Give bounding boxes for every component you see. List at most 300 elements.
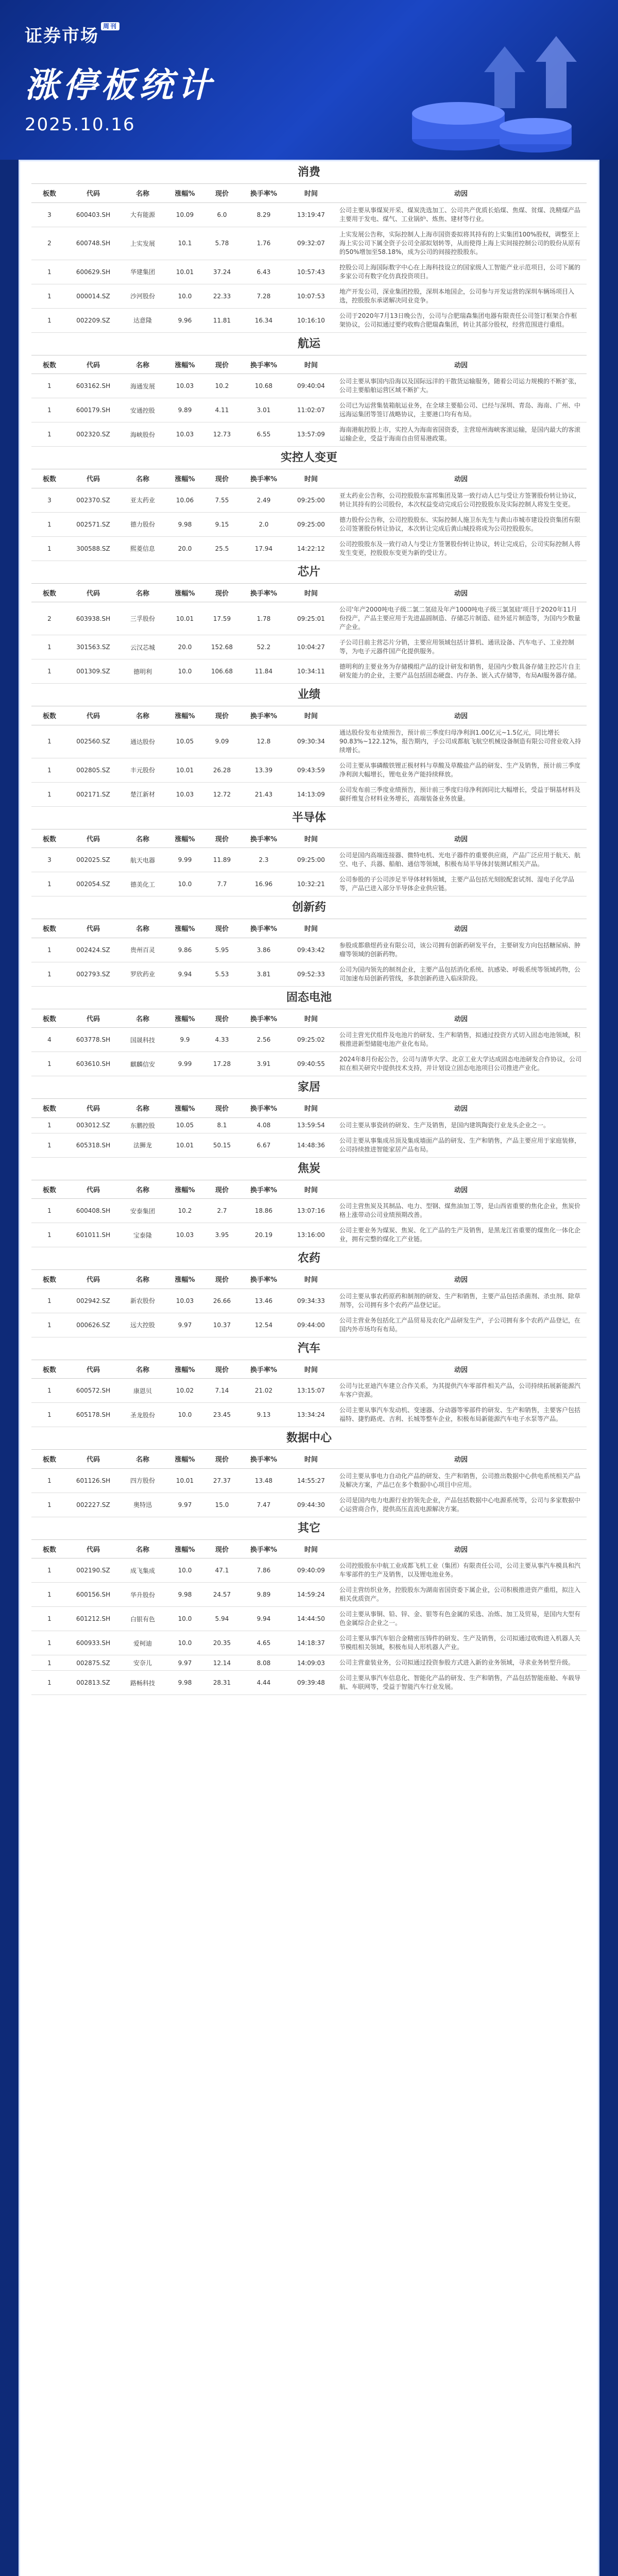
cell-stock-name: 熙菱信息 (119, 536, 166, 561)
cell-reason: 公司控股股东中航工业成都飞机工业（集团）有限责任公司，公司主要从事汽车模具和汽车零部件的生产及销售，以及锂电池业务。 (335, 1558, 587, 1583)
cell-stock-name: 海峡股份 (119, 422, 166, 447)
cell-stock-name: 贵州百灵 (119, 938, 166, 962)
col-header-stock-code: 代码 (67, 1360, 119, 1379)
cell-reason: 公司与比亚迪汽车建立合作关系，为其提供汽车零部件相关产品，公司持续拓展新能源汽车客户资源。 (335, 1379, 587, 1403)
cell-time: 13:34:24 (287, 1403, 335, 1427)
section-0 (31, 161, 587, 333)
cell-reason: 参股成都鼎煜药业有限公司，该公司拥有创新药研发平台，主要研发方向包括糖尿病、肿瘤等领域的创新药物。 (335, 938, 587, 962)
table-row (31, 1607, 587, 1631)
cell-stock-name: 沙河股份 (119, 284, 166, 308)
col-header-stock-code: 代码 (67, 706, 119, 725)
cell-reason: 公司主营光伏组件及电池片的研发、生产和销售，拟通过投资方式切入固态电池领域，积极推进新型储能电池产业化布局。 (335, 1028, 587, 1052)
col-header-price: 现价 (203, 184, 241, 202)
cell-board-count: 1 (31, 872, 67, 896)
section-3 (31, 561, 587, 684)
cell-change-pct: 10.01 (166, 1468, 203, 1493)
col-header-board-count: 板数 (31, 829, 67, 848)
cell-turnover-pct: 3.81 (241, 962, 287, 986)
cell-turnover-pct: 16.96 (241, 872, 287, 896)
cell-change-pct: 10.01 (166, 602, 203, 635)
cell-time: 09:25:00 (287, 848, 335, 872)
cell-change-pct: 10.01 (166, 1133, 203, 1157)
cell-change-pct: 10.01 (166, 758, 203, 782)
cell-time: 14:59:24 (287, 1583, 335, 1607)
col-header-board-count: 板数 (31, 469, 67, 488)
cell-board-count: 1 (31, 1313, 67, 1337)
table-row (31, 1313, 587, 1337)
table-row (31, 227, 587, 260)
cell-time: 09:25:02 (287, 1028, 335, 1052)
col-header-price: 现价 (203, 1009, 241, 1028)
cell-turnover-pct: 3.01 (241, 398, 287, 422)
cell-change-pct: 10.02 (166, 1379, 203, 1403)
cell-reason: 德明利的主要业务为存储模组产品的设计研发和销售，是国内少数具备存储主控芯片自主研发能力的企业，主要产品包括固态硬盘、内存条、嵌入式存储等，布局AI服务器存储。 (335, 659, 587, 684)
cell-stock-name: 上实发展 (119, 227, 166, 260)
col-header-price: 现价 (203, 919, 241, 938)
cell-turnover-pct: 9.94 (241, 1607, 287, 1631)
stock-table (31, 1099, 587, 1158)
col-header-reason: 动因 (335, 355, 587, 374)
cell-reason: 公司主营纺织业务，控股股东为湖南省国资委下属企业，公司积极推进资产重组，拟注入相关优质资产。 (335, 1583, 587, 1607)
cell-price: 47.1 (203, 1558, 241, 1583)
cell-price: 5.94 (203, 1607, 241, 1631)
col-header-turnover-pct: 换手率% (241, 469, 287, 488)
col-header-turnover-pct: 换手率% (241, 1180, 287, 1199)
col-header-price: 现价 (203, 1270, 241, 1289)
cell-change-pct: 9.97 (166, 1493, 203, 1517)
section-2 (31, 447, 587, 561)
cell-stock-name: 楚江新材 (119, 782, 166, 806)
section-5 (31, 807, 587, 897)
cell-price: 20.35 (203, 1631, 241, 1655)
cell-price: 11.89 (203, 848, 241, 872)
cell-stock-name: 丰元股份 (119, 758, 166, 782)
cell-stock-name: 亚太药业 (119, 488, 166, 512)
cell-stock-code: 603778.SH (67, 1028, 119, 1052)
cell-stock-name: 三孚股份 (119, 602, 166, 635)
cell-turnover-pct: 9.89 (241, 1583, 287, 1607)
cell-price: 8.1 (203, 1117, 241, 1133)
cell-price: 152.68 (203, 635, 241, 659)
cell-stock-code: 002370.SZ (67, 488, 119, 512)
col-header-change-pct: 涨幅% (166, 184, 203, 202)
col-header-turnover-pct: 换手率% (241, 1360, 287, 1379)
table-row (31, 1223, 587, 1247)
cell-reason: 公司为国内领先的制剂企业，主要产品包括消化系统、抗感染、呼吸系统等领域药物，公司加速布局创新药管线，多款创新药进入临床阶段。 (335, 962, 587, 986)
col-header-stock-code: 代码 (67, 355, 119, 374)
cell-price: 26.66 (203, 1289, 241, 1313)
cell-change-pct: 10.03 (166, 422, 203, 447)
cell-board-count: 1 (31, 1671, 67, 1695)
col-header-time: 时间 (287, 829, 335, 848)
cell-stock-code: 001309.SZ (67, 659, 119, 684)
cell-turnover-pct: 8.29 (241, 202, 287, 227)
col-header-stock-code: 代码 (67, 1270, 119, 1289)
cell-board-count: 1 (31, 422, 67, 447)
cell-turnover-pct: 2.56 (241, 1028, 287, 1052)
cell-turnover-pct: 1.78 (241, 602, 287, 635)
col-header-time: 时间 (287, 1009, 335, 1028)
cell-time: 13:16:00 (287, 1223, 335, 1247)
cell-stock-name: 远大控股 (119, 1313, 166, 1337)
col-header-turnover-pct: 换手率% (241, 1540, 287, 1558)
cell-board-count: 4 (31, 1028, 67, 1052)
col-header-board-count: 板数 (31, 1270, 67, 1289)
cell-reason: 公司主要从事煤炭开采、煤炭洗选加工、公司共产优质长焰煤、焦煤、贫煤、洗精煤产品主要用于发电、煤气、工业锅炉、炼焦、建材等行业。 (335, 202, 587, 227)
sections-container (20, 161, 598, 1695)
col-header-reason: 动因 (335, 1099, 587, 1117)
cell-time: 10:34:11 (287, 659, 335, 684)
col-header-change-pct: 涨幅% (166, 584, 203, 602)
table-row (31, 1028, 587, 1052)
cell-time: 09:40:09 (287, 1558, 335, 1583)
table-row (31, 635, 587, 659)
cell-stock-name: 安泰集团 (119, 1199, 166, 1223)
col-header-reason: 动因 (335, 706, 587, 725)
cell-price: 4.11 (203, 398, 241, 422)
cell-reason: 公司主要从事农药原药和制剂的研发、生产和销售，主要产品包括杀菌剂、杀虫剂、除草剂等，公司拥有多个农药产品登记证。 (335, 1289, 587, 1313)
cell-change-pct: 9.86 (166, 938, 203, 962)
cell-change-pct: 10.03 (166, 374, 203, 398)
cell-change-pct: 10.0 (166, 1403, 203, 1427)
col-header-reason: 动因 (335, 1540, 587, 1558)
cell-stock-code: 600179.SH (67, 398, 119, 422)
table-row (31, 938, 587, 962)
col-header-time: 时间 (287, 706, 335, 725)
col-header-board-count: 板数 (31, 706, 67, 725)
section-title: 实控人变更 (31, 447, 587, 469)
section-8 (31, 1076, 587, 1158)
col-header-reason: 动因 (335, 184, 587, 202)
col-header-price: 现价 (203, 355, 241, 374)
cell-stock-code: 601011.SH (67, 1223, 119, 1247)
col-header-board-count: 板数 (31, 919, 67, 938)
cell-price: 12.73 (203, 422, 241, 447)
cell-change-pct: 20.0 (166, 536, 203, 561)
cell-reason: 公司已为运营集装箱航运业务，在全球主要船公司、已经与深圳、青岛、海南、广州、中远海运集团等签订战略协议，主要港口均有布局。 (335, 398, 587, 422)
col-header-stock-name: 名称 (119, 1540, 166, 1558)
cell-board-count: 1 (31, 374, 67, 398)
cell-turnover-pct: 18.86 (241, 1199, 287, 1223)
cell-board-count: 3 (31, 202, 67, 227)
section-7 (31, 987, 587, 1077)
cell-price: 25.5 (203, 536, 241, 561)
col-header-stock-name: 名称 (119, 706, 166, 725)
cell-board-count: 1 (31, 1289, 67, 1313)
cell-price: 28.31 (203, 1671, 241, 1695)
cell-turnover-pct: 52.2 (241, 635, 287, 659)
col-header-time: 时间 (287, 469, 335, 488)
cell-change-pct: 10.01 (166, 260, 203, 284)
cell-price: 5.78 (203, 227, 241, 260)
col-header-stock-name: 名称 (119, 829, 166, 848)
cell-reason: 公司是国内电力电源行业的领先企业，产品包括数据中心电源系统等，公司与多家数据中心运营商合作，提供高压直流电源解决方案。 (335, 1493, 587, 1517)
col-header-stock-name: 名称 (119, 1009, 166, 1028)
col-header-change-pct: 涨幅% (166, 355, 203, 374)
col-header-change-pct: 涨幅% (166, 1540, 203, 1558)
col-header-change-pct: 涨幅% (166, 1270, 203, 1289)
col-header-time: 时间 (287, 1360, 335, 1379)
col-header-turnover-pct: 换手率% (241, 1450, 287, 1468)
cell-price: 22.33 (203, 284, 241, 308)
cell-reason: 2024年8月份起公告，公司与清华大学、北京工业大学达成固态电池研发合作协议，公司拟在相关研究中提供技术支持，并计划设立固态电池项目公司推进产业化。 (335, 1052, 587, 1076)
cell-stock-name: 麒麟信安 (119, 1052, 166, 1076)
cell-time: 14:48:36 (287, 1133, 335, 1157)
cell-stock-name: 德力股份 (119, 512, 166, 536)
cell-price: 5.95 (203, 938, 241, 962)
cell-price: 17.28 (203, 1052, 241, 1076)
cell-reason: 公司主营童装业务，公司拟通过投资参股方式进入新的业务领域，寻求业务转型升级。 (335, 1655, 587, 1671)
cell-stock-name: 白银有色 (119, 1607, 166, 1631)
cell-turnover-pct: 1.76 (241, 227, 287, 260)
cell-board-count: 1 (31, 1583, 67, 1607)
section-title: 汽车 (31, 1337, 587, 1360)
col-header-turnover-pct: 换手率% (241, 829, 287, 848)
cell-time: 09:25:00 (287, 512, 335, 536)
cell-change-pct: 10.0 (166, 1631, 203, 1655)
cell-time: 09:30:34 (287, 725, 335, 758)
cell-stock-code: 000626.SZ (67, 1313, 119, 1337)
table-row (31, 512, 587, 536)
col-header-reason: 动因 (335, 584, 587, 602)
cell-stock-code: 600408.SH (67, 1199, 119, 1223)
cell-price: 27.37 (203, 1468, 241, 1493)
col-header-time: 时间 (287, 1450, 335, 1468)
cell-time: 14:22:12 (287, 536, 335, 561)
col-header-stock-code: 代码 (67, 1009, 119, 1028)
cell-stock-code: 002054.SZ (67, 872, 119, 896)
stock-table (31, 1180, 587, 1248)
cell-time: 09:43:59 (287, 758, 335, 782)
col-header-reason: 动因 (335, 1450, 587, 1468)
cell-stock-code: 003012.SZ (67, 1117, 119, 1133)
stock-table (31, 1009, 587, 1077)
cell-price: 11.81 (203, 308, 241, 332)
cell-turnover-pct: 2.0 (241, 512, 287, 536)
col-header-time: 时间 (287, 1099, 335, 1117)
table-row (31, 1379, 587, 1403)
table-row (31, 1117, 587, 1133)
cell-board-count: 3 (31, 488, 67, 512)
col-header-board-count: 板数 (31, 584, 67, 602)
table-row (31, 1468, 587, 1493)
cell-reason: 通达股份发布业绩预告，预计前三季度归母净利润1.00亿元~1.5亿元，同比增长90.83%~122.12%，报告期内，子公司成都航飞航空机械设备制造有限公司营业收入持续增长。 (335, 725, 587, 758)
col-header-reason: 动因 (335, 1180, 587, 1199)
cell-stock-name: 华建集团 (119, 260, 166, 284)
cell-price: 3.95 (203, 1223, 241, 1247)
cell-turnover-pct: 3.91 (241, 1052, 287, 1076)
cell-reason: 德力股份公告称，公司控股股东、实际控制人施卫东先生与黄山市城市建设投资集团有限公司签署股份转让协议，本次转让完成后黄山城投将成为公司控股股东。 (335, 512, 587, 536)
cell-stock-name: 爱柯迪 (119, 1631, 166, 1655)
cell-time: 09:52:33 (287, 962, 335, 986)
stock-table (31, 706, 587, 807)
col-header-price: 现价 (203, 469, 241, 488)
col-header-stock-name: 名称 (119, 355, 166, 374)
section-9 (31, 1158, 587, 1248)
section-13 (31, 1517, 587, 1696)
cell-change-pct: 9.98 (166, 1583, 203, 1607)
cell-board-count: 1 (31, 536, 67, 561)
section-4 (31, 684, 587, 807)
col-header-board-count: 板数 (31, 184, 67, 202)
cell-change-pct: 20.0 (166, 635, 203, 659)
cell-stock-code: 600629.SH (67, 260, 119, 284)
cell-reason: 公司主要从事瓷砖的研发、生产及销售，是国内建筑陶瓷行业龙头企业之一。 (335, 1117, 587, 1133)
cell-change-pct: 9.98 (166, 1671, 203, 1695)
cell-board-count: 3 (31, 848, 67, 872)
cell-reason: 地产开发公司，深业集团控股，深圳本地国企，公司参与开发运营的深圳车辆场项目入选，控股股东承诺解决同业竞争。 (335, 284, 587, 308)
cell-change-pct: 10.05 (166, 725, 203, 758)
stock-table (31, 469, 587, 561)
cell-stock-code: 600403.SH (67, 202, 119, 227)
cell-turnover-pct: 7.28 (241, 284, 287, 308)
section-title: 固态电池 (31, 987, 587, 1009)
cell-reason: 公司主要从事铜、铅、锌、金、银等有色金属的采选、冶炼、加工及贸易，是国内大型有色金属综合企业之一。 (335, 1607, 587, 1631)
cell-turnover-pct: 4.44 (241, 1671, 287, 1695)
cell-board-count: 1 (31, 1199, 67, 1223)
cell-stock-code: 301563.SZ (67, 635, 119, 659)
cell-turnover-pct: 3.86 (241, 938, 287, 962)
cell-stock-name: 路畅科技 (119, 1671, 166, 1695)
cell-board-count: 1 (31, 1468, 67, 1493)
stock-table (31, 355, 587, 447)
cell-reason: 公司主要从事汽车铝合金精密压铸件的研发、生产及销售，公司拟通过收购进入机器人关节模组相关领域，积极布局人形机器人产业。 (335, 1631, 587, 1655)
cell-turnover-pct: 13.46 (241, 1289, 287, 1313)
table-row (31, 488, 587, 512)
cell-price: 7.55 (203, 488, 241, 512)
cell-stock-name: 圣龙股份 (119, 1403, 166, 1427)
cell-turnover-pct: 12.8 (241, 725, 287, 758)
col-header-stock-name: 名称 (119, 1450, 166, 1468)
cell-change-pct: 10.0 (166, 872, 203, 896)
table-row (31, 758, 587, 782)
limit-up-panel (19, 160, 599, 2576)
cell-turnover-pct: 4.08 (241, 1117, 287, 1133)
col-header-reason: 动因 (335, 469, 587, 488)
cell-stock-name: 云汉芯城 (119, 635, 166, 659)
cell-board-count: 1 (31, 308, 67, 332)
cell-change-pct: 9.99 (166, 848, 203, 872)
cell-change-pct: 9.99 (166, 1052, 203, 1076)
cell-price: 5.53 (203, 962, 241, 986)
cell-time: 09:34:33 (287, 1289, 335, 1313)
col-header-stock-name: 名称 (119, 1099, 166, 1117)
cell-reason: 公司主要从事汽车发动机、变速器、分动器等零部件的研发、生产和销售，主要客户包括福特、捷豹路虎、吉利、长城等整车企业，积极布局新能源汽车电子水泵等产品。 (335, 1403, 587, 1427)
cell-time: 09:32:07 (287, 227, 335, 260)
col-header-board-count: 板数 (31, 355, 67, 374)
cell-price: 24.57 (203, 1583, 241, 1607)
section-title: 焦炭 (31, 1158, 587, 1180)
cell-change-pct: 9.9 (166, 1028, 203, 1052)
col-header-stock-name: 名称 (119, 919, 166, 938)
table-row (31, 1583, 587, 1607)
cell-stock-name: 新农股份 (119, 1289, 166, 1313)
cell-stock-name: 康恩贝 (119, 1379, 166, 1403)
table-row (31, 260, 587, 284)
cell-reason: 子公司目前主营芯片分销，主要应用领域包括计算机、通讯设备、汽车电子、工业控制等，为电子元器件国产化提供服务。 (335, 635, 587, 659)
cell-time: 09:44:30 (287, 1493, 335, 1517)
section-title: 数据中心 (31, 1427, 587, 1450)
cell-stock-name: 东鹏控股 (119, 1117, 166, 1133)
stock-table (31, 584, 587, 684)
cell-reason: 上实发展公告称，实际控制人上海市国资委拟将其持有的上实集团100%股权，调整至上海上实公司下属全资子公司全部拟划转等，从而使得上海上实间接控制公司的股份从原有的50%增加至58.18%，成为公司的间接控股股东。 (335, 227, 587, 260)
cell-change-pct: 10.09 (166, 202, 203, 227)
cell-time: 13:07:16 (287, 1199, 335, 1223)
col-header-board-count: 板数 (31, 1099, 67, 1117)
cell-board-count: 1 (31, 284, 67, 308)
col-header-change-pct: 涨幅% (166, 1099, 203, 1117)
cell-price: 12.72 (203, 782, 241, 806)
col-header-board-count: 板数 (31, 1180, 67, 1199)
col-header-reason: 动因 (335, 919, 587, 938)
cell-change-pct: 9.98 (166, 512, 203, 536)
cell-time: 09:25:00 (287, 488, 335, 512)
cell-reason: 公司主要从事汽车信息化、智能化产品的研发、生产和销售，产品包括智能座舱、车载导航、车联网等，受益于智能汽车行业发展。 (335, 1671, 587, 1695)
col-header-change-pct: 涨幅% (166, 469, 203, 488)
cell-time: 10:04:27 (287, 635, 335, 659)
cell-time: 09:25:01 (287, 602, 335, 635)
table-row (31, 872, 587, 896)
cell-stock-name: 安奈儿 (119, 1655, 166, 1671)
cell-time: 10:07:53 (287, 284, 335, 308)
cell-stock-name: 航天电器 (119, 848, 166, 872)
col-header-time: 时间 (287, 184, 335, 202)
cell-price: 17.59 (203, 602, 241, 635)
section-6 (31, 896, 587, 987)
section-title: 创新药 (31, 896, 587, 919)
table-row (31, 848, 587, 872)
cell-time: 13:59:54 (287, 1117, 335, 1133)
col-header-stock-name: 名称 (119, 1180, 166, 1199)
cell-price: 7.7 (203, 872, 241, 896)
col-header-reason: 动因 (335, 1009, 587, 1028)
cell-turnover-pct: 13.39 (241, 758, 287, 782)
cell-board-count: 1 (31, 725, 67, 758)
cell-board-count: 1 (31, 1631, 67, 1655)
cell-board-count: 1 (31, 260, 67, 284)
cell-stock-code: 600572.SH (67, 1379, 119, 1403)
cell-board-count: 1 (31, 1607, 67, 1631)
col-header-stock-name: 名称 (119, 1270, 166, 1289)
col-header-stock-name: 名称 (119, 184, 166, 202)
cell-change-pct: 10.03 (166, 782, 203, 806)
cell-reason: 公司主要从事国内沿海以及国际远洋的干散货运输服务，随着公司运力规模的不断扩张，公司主要船舶运营区域不断扩大。 (335, 374, 587, 398)
cell-stock-name: 法狮龙 (119, 1133, 166, 1157)
col-header-stock-code: 代码 (67, 184, 119, 202)
cell-stock-name: 国晟科技 (119, 1028, 166, 1052)
cell-stock-code: 002227.SZ (67, 1493, 119, 1517)
stock-table (31, 1360, 587, 1428)
cell-reason: 公司控股股东及一致行动人与受让方签署股份转让协议，转让完成后，公司实际控制人将发生变更，控股股东变更为新的受让方。 (335, 536, 587, 561)
cell-time: 13:19:47 (287, 202, 335, 227)
cell-stock-code: 601212.SH (67, 1607, 119, 1631)
cell-stock-code: 002942.SZ (67, 1289, 119, 1313)
cell-change-pct: 9.96 (166, 308, 203, 332)
table-row (31, 536, 587, 561)
col-header-time: 时间 (287, 919, 335, 938)
cell-reason: 公司主营焦炭及其制品、电力、型钢、煤焦油加工等，是山西省重要的焦化企业，焦炭价格上涨带动公司业绩预期改善。 (335, 1199, 587, 1223)
cell-change-pct: 10.1 (166, 227, 203, 260)
cell-turnover-pct: 6.43 (241, 260, 287, 284)
cell-change-pct: 9.89 (166, 398, 203, 422)
col-header-change-pct: 涨幅% (166, 1360, 203, 1379)
cell-stock-name: 德美化工 (119, 872, 166, 896)
table-row (31, 725, 587, 758)
col-header-change-pct: 涨幅% (166, 1450, 203, 1468)
cell-reason: 公司主要从事集成吊顶及集成墙面产品的研发、生产和销售，产品主要应用于家庭装修，公司持续推进智能家居产品布局。 (335, 1133, 587, 1157)
header-banner (0, 0, 618, 160)
section-12 (31, 1427, 587, 1517)
